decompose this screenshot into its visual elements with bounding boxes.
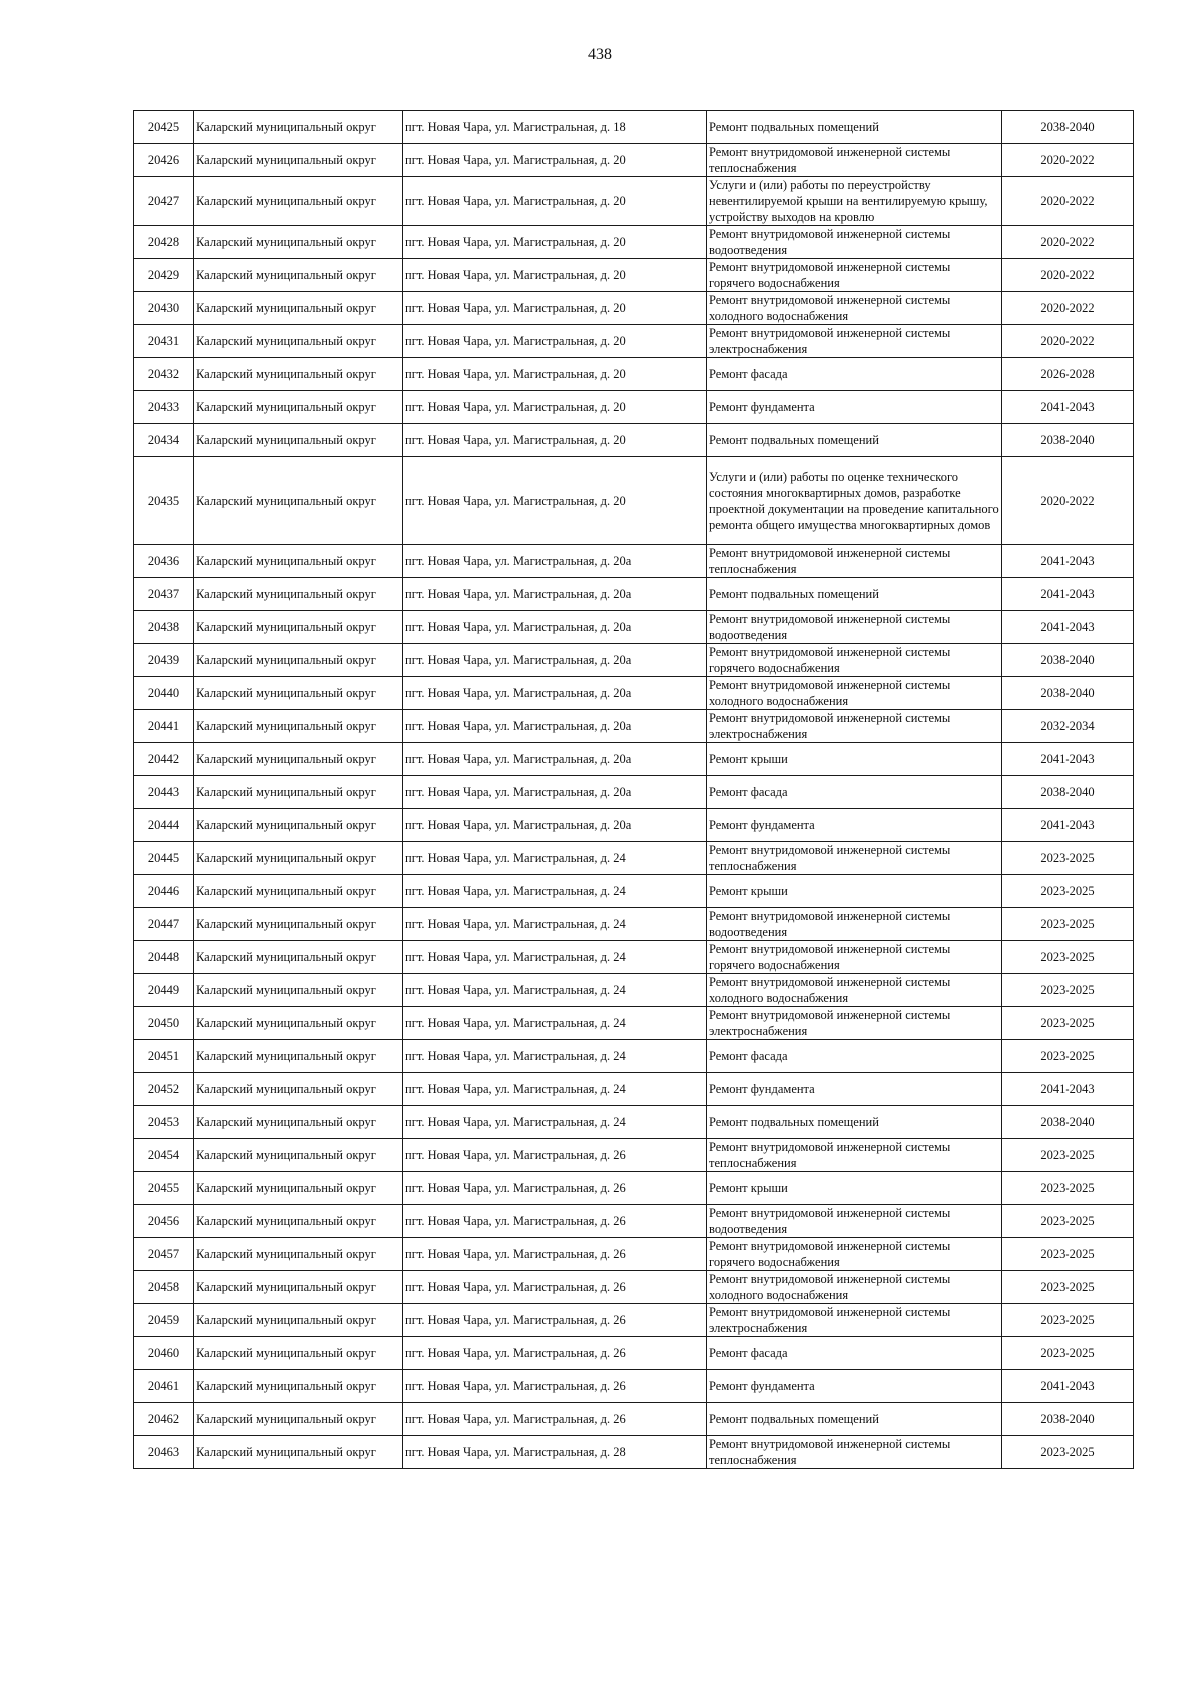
period-cell: 2023-2025 [1002,1337,1134,1370]
address-cell: пгт. Новая Чара, ул. Магистральная, д. 20 [403,391,707,424]
table-row [134,578,1134,611]
work-type-cell: Ремонт внутридомовой инженерной системы электроснабжения [707,1304,1002,1337]
work-type-cell: Ремонт подвальных помещений [707,424,1002,457]
row-number: 20433 [134,391,194,424]
district-cell: Каларский муниципальный округ [194,457,403,545]
work-type-cell: Ремонт подвальных помещений [707,111,1002,144]
district-cell: Каларский муниципальный округ [194,1172,403,1205]
work-type-cell: Ремонт фундамента [707,809,1002,842]
work-type-cell: Ремонт внутридомовой инженерной системы теплоснабжения [707,144,1002,177]
table-row [134,144,1134,177]
period-cell: 2023-2025 [1002,1271,1134,1304]
period-cell: 2023-2025 [1002,1436,1134,1469]
district-cell: Каларский муниципальный округ [194,1007,403,1040]
work-type-cell: Ремонт внутридомовой инженерной системы водоотведения [707,908,1002,941]
work-type-cell: Ремонт подвальных помещений [707,1106,1002,1139]
work-type-cell: Ремонт крыши [707,875,1002,908]
table-row [134,1040,1134,1073]
district-cell: Каларский муниципальный округ [194,259,403,292]
row-number: 20430 [134,292,194,325]
work-type-cell: Ремонт подвальных помещений [707,1403,1002,1436]
row-number: 20434 [134,424,194,457]
row-number: 20448 [134,941,194,974]
district-cell: Каларский муниципальный округ [194,325,403,358]
period-cell: 2023-2025 [1002,1205,1134,1238]
row-number: 20449 [134,974,194,1007]
work-type-cell: Ремонт внутридомовой инженерной системы водоотведения [707,226,1002,259]
work-type-cell: Ремонт внутридомовой инженерной системы теплоснабжения [707,545,1002,578]
period-cell: 2038-2040 [1002,424,1134,457]
period-cell: 2023-2025 [1002,1040,1134,1073]
period-cell: 2023-2025 [1002,908,1134,941]
work-type-cell: Ремонт внутридомовой инженерной системы теплоснабжения [707,1436,1002,1469]
period-cell: 2041-2043 [1002,545,1134,578]
row-number: 20454 [134,1139,194,1172]
work-type-cell: Ремонт фасада [707,1337,1002,1370]
period-cell: 2032-2034 [1002,710,1134,743]
table-row [134,1007,1134,1040]
work-type-cell: Ремонт внутридомовой инженерной системы холодного водоснабжения [707,677,1002,710]
address-cell: пгт. Новая Чара, ул. Магистральная, д. 26 [403,1271,707,1304]
period-cell: 2023-2025 [1002,1304,1134,1337]
table-row [134,457,1134,545]
table-row [134,424,1134,457]
table-row [134,259,1134,292]
period-cell: 2038-2040 [1002,1106,1134,1139]
row-number: 20450 [134,1007,194,1040]
address-cell: пгт. Новая Чара, ул. Магистральная, д. 20а [403,677,707,710]
table-row [134,1304,1134,1337]
table-row [134,974,1134,1007]
district-cell: Каларский муниципальный округ [194,1106,403,1139]
district-cell: Каларский муниципальный округ [194,1238,403,1271]
work-type-cell: Ремонт крыши [707,743,1002,776]
row-number: 20455 [134,1172,194,1205]
address-cell: пгт. Новая Чара, ул. Магистральная, д. 20 [403,144,707,177]
district-cell: Каларский муниципальный округ [194,941,403,974]
row-number: 20431 [134,325,194,358]
repair-schedule-table [133,110,1134,1469]
district-cell: Каларский муниципальный округ [194,875,403,908]
district-cell: Каларский муниципальный округ [194,677,403,710]
address-cell: пгт. Новая Чара, ул. Магистральная, д. 26 [403,1172,707,1205]
row-number: 20442 [134,743,194,776]
district-cell: Каларский муниципальный округ [194,611,403,644]
row-number: 20444 [134,809,194,842]
work-type-cell: Ремонт фундамента [707,1370,1002,1403]
work-type-cell: Ремонт фундамента [707,391,1002,424]
table-row [134,809,1134,842]
district-cell: Каларский муниципальный округ [194,391,403,424]
address-cell: пгт. Новая Чара, ул. Магистральная, д. 26 [403,1337,707,1370]
work-type-cell: Ремонт внутридомовой инженерной системы теплоснабжения [707,842,1002,875]
table-row [134,1073,1134,1106]
address-cell: пгт. Новая Чара, ул. Магистральная, д. 24 [403,875,707,908]
work-type-cell: Ремонт внутридомовой инженерной системы горячего водоснабжения [707,259,1002,292]
row-number: 20425 [134,111,194,144]
address-cell: пгт. Новая Чара, ул. Магистральная, д. 20а [403,644,707,677]
row-number: 20443 [134,776,194,809]
work-type-cell: Ремонт внутридомовой инженерной системы водоотведения [707,1205,1002,1238]
table-row [134,325,1134,358]
district-cell: Каларский муниципальный округ [194,1304,403,1337]
period-cell: 2020-2022 [1002,259,1134,292]
table-row [134,743,1134,776]
row-number: 20436 [134,545,194,578]
row-number: 20446 [134,875,194,908]
address-cell: пгт. Новая Чара, ул. Магистральная, д. 18 [403,111,707,144]
period-cell: 2041-2043 [1002,1073,1134,1106]
period-cell: 2023-2025 [1002,941,1134,974]
district-cell: Каларский муниципальный округ [194,226,403,259]
table-row [134,1106,1134,1139]
row-number: 20453 [134,1106,194,1139]
table-row [134,611,1134,644]
address-cell: пгт. Новая Чара, ул. Магистральная, д. 24 [403,908,707,941]
district-cell: Каларский муниципальный округ [194,578,403,611]
address-cell: пгт. Новая Чара, ул. Магистральная, д. 20а [403,578,707,611]
period-cell: 2020-2022 [1002,457,1134,545]
period-cell: 2041-2043 [1002,809,1134,842]
address-cell: пгт. Новая Чара, ул. Магистральная, д. 26 [403,1304,707,1337]
district-cell: Каларский муниципальный округ [194,144,403,177]
work-type-cell: Ремонт внутридомовой инженерной системы электроснабжения [707,1007,1002,1040]
table-row [134,776,1134,809]
period-cell: 2023-2025 [1002,1238,1134,1271]
period-cell: 2023-2025 [1002,1007,1134,1040]
address-cell: пгт. Новая Чара, ул. Магистральная, д. 20а [403,545,707,578]
address-cell: пгт. Новая Чара, ул. Магистральная, д. 20 [403,177,707,226]
period-cell: 2041-2043 [1002,743,1134,776]
table-row [134,111,1134,144]
row-number: 20441 [134,710,194,743]
table-row [134,677,1134,710]
table-row [134,292,1134,325]
row-number: 20437 [134,578,194,611]
district-cell: Каларский муниципальный округ [194,292,403,325]
table-row [134,1370,1134,1403]
district-cell: Каларский муниципальный округ [194,424,403,457]
work-type-cell: Ремонт внутридомовой инженерной системы холодного водоснабжения [707,292,1002,325]
row-number: 20456 [134,1205,194,1238]
row-number: 20429 [134,259,194,292]
table-row [134,644,1134,677]
district-cell: Каларский муниципальный округ [194,111,403,144]
district-cell: Каларский муниципальный округ [194,1139,403,1172]
address-cell: пгт. Новая Чара, ул. Магистральная, д. 20а [403,710,707,743]
district-cell: Каларский муниципальный округ [194,1271,403,1304]
work-type-cell: Ремонт фундамента [707,1073,1002,1106]
work-type-cell: Ремонт внутридомовой инженерной системы электроснабжения [707,710,1002,743]
address-cell: пгт. Новая Чара, ул. Магистральная, д. 20а [403,743,707,776]
table-row [134,1403,1134,1436]
table-row [134,226,1134,259]
row-number: 20452 [134,1073,194,1106]
address-cell: пгт. Новая Чара, ул. Магистральная, д. 28 [403,1436,707,1469]
period-cell: 2023-2025 [1002,1139,1134,1172]
address-cell: пгт. Новая Чара, ул. Магистральная, д. 20 [403,358,707,391]
period-cell: 2020-2022 [1002,292,1134,325]
address-cell: пгт. Новая Чара, ул. Магистральная, д. 24 [403,974,707,1007]
row-number: 20439 [134,644,194,677]
table-row [134,358,1134,391]
period-cell: 2041-2043 [1002,611,1134,644]
row-number: 20463 [134,1436,194,1469]
period-cell: 2020-2022 [1002,226,1134,259]
address-cell: пгт. Новая Чара, ул. Магистральная, д. 20 [403,292,707,325]
work-type-cell: Ремонт крыши [707,1172,1002,1205]
page-number: 438 [588,46,612,63]
district-cell: Каларский муниципальный округ [194,358,403,391]
district-cell: Каларский муниципальный округ [194,974,403,1007]
row-number: 20440 [134,677,194,710]
district-cell: Каларский муниципальный округ [194,743,403,776]
address-cell: пгт. Новая Чара, ул. Магистральная, д. 24 [403,1040,707,1073]
address-cell: пгт. Новая Чара, ул. Магистральная, д. 26 [403,1205,707,1238]
district-cell: Каларский муниципальный округ [194,908,403,941]
row-number: 20460 [134,1337,194,1370]
period-cell: 2038-2040 [1002,677,1134,710]
table-row [134,1139,1134,1172]
row-number: 20447 [134,908,194,941]
row-number: 20458 [134,1271,194,1304]
table-row [134,710,1134,743]
district-cell: Каларский муниципальный округ [194,1370,403,1403]
table-row [134,1172,1134,1205]
period-cell: 2041-2043 [1002,578,1134,611]
district-cell: Каларский муниципальный округ [194,1403,403,1436]
table-row [134,1205,1134,1238]
period-cell: 2038-2040 [1002,776,1134,809]
row-number: 20459 [134,1304,194,1337]
period-cell: 2020-2022 [1002,177,1134,226]
period-cell: 2041-2043 [1002,391,1134,424]
row-number: 20451 [134,1040,194,1073]
address-cell: пгт. Новая Чара, ул. Магистральная, д. 24 [403,1106,707,1139]
period-cell: 2038-2040 [1002,111,1134,144]
period-cell: 2023-2025 [1002,842,1134,875]
period-cell: 2023-2025 [1002,875,1134,908]
address-cell: пгт. Новая Чара, ул. Магистральная, д. 20а [403,809,707,842]
district-cell: Каларский муниципальный округ [194,644,403,677]
district-cell: Каларский муниципальный округ [194,1337,403,1370]
work-type-cell: Ремонт внутридомовой инженерной системы холодного водоснабжения [707,974,1002,1007]
work-type-cell: Ремонт фасада [707,776,1002,809]
district-cell: Каларский муниципальный округ [194,1205,403,1238]
row-number: 20435 [134,457,194,545]
period-cell: 2041-2043 [1002,1370,1134,1403]
address-cell: пгт. Новая Чара, ул. Магистральная, д. 20 [403,457,707,545]
table-row [134,875,1134,908]
table-row [134,1436,1134,1469]
address-cell: пгт. Новая Чара, ул. Магистральная, д. 24 [403,842,707,875]
row-number: 20461 [134,1370,194,1403]
row-number: 20462 [134,1403,194,1436]
work-type-cell: Ремонт подвальных помещений [707,578,1002,611]
period-cell: 2020-2022 [1002,325,1134,358]
row-number: 20438 [134,611,194,644]
address-cell: пгт. Новая Чара, ул. Магистральная, д. 20а [403,776,707,809]
row-number: 20432 [134,358,194,391]
district-cell: Каларский муниципальный округ [194,842,403,875]
district-cell: Каларский муниципальный округ [194,809,403,842]
period-cell: 2020-2022 [1002,144,1134,177]
work-type-cell: Ремонт фасада [707,358,1002,391]
period-cell: 2026-2028 [1002,358,1134,391]
work-type-cell: Ремонт внутридомовой инженерной системы водоотведения [707,611,1002,644]
table-row [134,941,1134,974]
table-row [134,908,1134,941]
address-cell: пгт. Новая Чара, ул. Магистральная, д. 26 [403,1403,707,1436]
district-cell: Каларский муниципальный округ [194,177,403,226]
work-type-cell: Услуги и (или) работы по оценке технического состояния многоквартирных домов, разработке проектной документации на проведение капитального ремонта общего имущества многоквартирных домов [707,457,1002,545]
table-row [134,842,1134,875]
address-cell: пгт. Новая Чара, ул. Магистральная, д. 26 [403,1238,707,1271]
address-cell: пгт. Новая Чара, ул. Магистральная, д. 24 [403,941,707,974]
table-row [134,177,1134,226]
table-row [134,1271,1134,1304]
address-cell: пгт. Новая Чара, ул. Магистральная, д. 20 [403,424,707,457]
address-cell: пгт. Новая Чара, ул. Магистральная, д. 20 [403,226,707,259]
row-number: 20457 [134,1238,194,1271]
district-cell: Каларский муниципальный округ [194,776,403,809]
address-cell: пгт. Новая Чара, ул. Магистральная, д. 20 [403,259,707,292]
work-type-cell: Ремонт внутридомовой инженерной системы горячего водоснабжения [707,941,1002,974]
work-type-cell: Ремонт внутридомовой инженерной системы холодного водоснабжения [707,1271,1002,1304]
district-cell: Каларский муниципальный округ [194,545,403,578]
table-row [134,1337,1134,1370]
work-type-cell: Услуги и (или) работы по переустройству невентилируемой крыши на вентилируемую крышу, устройству выходов на кровлю [707,177,1002,226]
address-cell: пгт. Новая Чара, ул. Магистральная, д. 24 [403,1073,707,1106]
address-cell: пгт. Новая Чара, ул. Магистральная, д. 24 [403,1007,707,1040]
address-cell: пгт. Новая Чара, ул. Магистральная, д. 20а [403,611,707,644]
work-type-cell: Ремонт внутридомовой инженерной системы горячего водоснабжения [707,644,1002,677]
work-type-cell: Ремонт внутридомовой инженерной системы электроснабжения [707,325,1002,358]
work-type-cell: Ремонт фасада [707,1040,1002,1073]
address-cell: пгт. Новая Чара, ул. Магистральная, д. 20 [403,325,707,358]
district-cell: Каларский муниципальный округ [194,1436,403,1469]
work-type-cell: Ремонт внутридомовой инженерной системы горячего водоснабжения [707,1238,1002,1271]
row-number: 20445 [134,842,194,875]
row-number: 20426 [134,144,194,177]
table-row [134,391,1134,424]
period-cell: 2023-2025 [1002,974,1134,1007]
period-cell: 2023-2025 [1002,1172,1134,1205]
row-number: 20427 [134,177,194,226]
period-cell: 2038-2040 [1002,644,1134,677]
work-type-cell: Ремонт внутридомовой инженерной системы теплоснабжения [707,1139,1002,1172]
row-number: 20428 [134,226,194,259]
address-cell: пгт. Новая Чара, ул. Магистральная, д. 26 [403,1139,707,1172]
district-cell: Каларский муниципальный округ [194,1040,403,1073]
district-cell: Каларский муниципальный округ [194,710,403,743]
district-cell: Каларский муниципальный округ [194,1073,403,1106]
period-cell: 2038-2040 [1002,1403,1134,1436]
address-cell: пгт. Новая Чара, ул. Магистральная, д. 26 [403,1370,707,1403]
table-row [134,545,1134,578]
table-row [134,1238,1134,1271]
